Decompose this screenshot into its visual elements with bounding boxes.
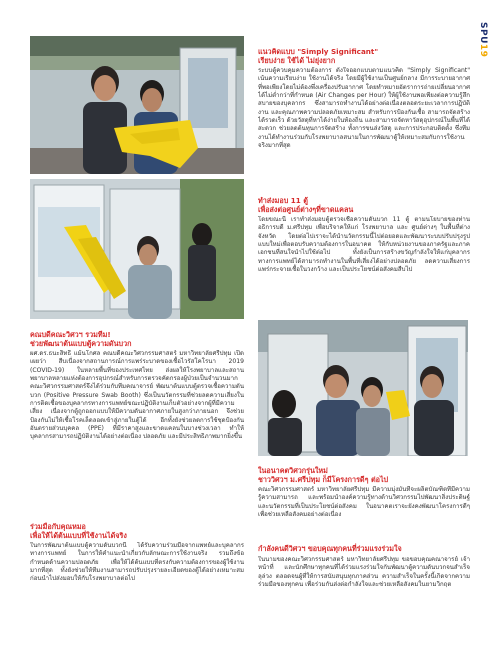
article-6-headline: กำลังคนดีวิศวฯ ขอบคุณทุกคนที่ร่วมแรงร่วมใจ xyxy=(258,544,402,553)
photo-group-visit xyxy=(258,320,468,456)
article-3-body: ผศ.ดร.ธนะสิทธิ์ แม้นโกศล คณบดีคณะวิศวกรรมศาสตร์ มหาวิทยาลัยศรีปทุม เปิดเผยว่า สืบเนื่องจากสถานการณ์การแพร่ระบาดของเชื้อไวรัสโคโรนา 2019 (COVID-19) ในหลายพื้นที่ของประเทศไทย ส่งผลให้โรงพยาบาลและสถานพยาบาลหลายแห่งต้องการอุปกรณ์สำหรับการตรวจคัดกรองผู้ป่วยเป็นจำนวนมาก คณะวิศวกรรมศาสตร์จึงได้ร่วมกับทีมคณาจารย์ พัฒนาต้นแบบตู้ตรวจเชื้อความดันบวก (Positive Pressure Swab Booth) ซึ่งเป็นนวัตกรรมที่ช่วยลดความเสี่ยงในการติดเชื้อของบุคลากรทางการแพทย์ขณะปฏิบัติงานเก็บตัวอย่างจากผู้ที่มีความเสี่ยง เนื่องจากตู้ถูกออกแบบให้มีความดันอากาศภายในสูงกว่าภายนอก จึงช่วยป้องกันไม่ให้เชื้อโรคเล็ดลอดเข้าสู่ภายในตู้ได้ อีกทั้งยังช่วยลดการใช้ชุดป้องกันอันตรายส่วนบุคคล (PPE) ที่มีราคาสูงและขาดแคลนในบางช่วงเวลา ทำให้บุคลากรสามารถปฏิบัติงานได้อย่างต่อเนื่อง ปลอดภัย และมีประสิทธิภาพมากยิ่งขึ้น xyxy=(30,350,244,441)
article-6-body: ในนามของคณะวิศวกรรมศาสตร์ มหาวิทยาลัยศรีปทุม ขอขอบคุณคณาจารย์ เจ้าหน้าที่ และนักศึกษาทุกคนที่ได้ร่วมแรงร่วมใจกันพัฒนาตู้ความดันบวกจนสำเร็จลุล่วง ตลอดจนผู้ที่ให้การสนับสนุนทุกภาคส่วน ความสำเร็จในครั้งนี้เกิดจากความร่วมมือของทุกคน เพื่อร่วมกันส่งต่อกำลังใจและช่วยเหลือสังคมในยามวิกฤต xyxy=(258,556,470,589)
article-5-headline: ในอนาคตวิศวกรุ่นใหม่ ชาววิศวฯ ม.ศรีปทุม ก็มีโครงการดีๆ ต่อไป xyxy=(258,466,389,484)
article-3-headline: คณบดีคณะวิศวฯ รวมทีม! ช่วยพัฒนาต้นแบบตู้ความดันบวก xyxy=(30,330,132,348)
article-4-body: ในการพัฒนาต้นแบบตู้ความดันบวกนี้ ได้รับความร่วมมือจากแพทย์และบุคลากรทางการแพทย์ ในการให้คำแนะนำเกี่ยวกับลักษณะการใช้งานจริง รวมถึงข้อกำหนดด้านความปลอดภัย เพื่อให้ได้ต้นแบบที่ตรงกับความต้องการของผู้ใช้งานมากที่สุด ทั้งยังช่วยให้ทีมงานสามารถปรับปรุงรายละเอียดของตู้ได้อย่างเหมาะสม ก่อนนำไปส่งมอบให้กับโรงพยาบาลต่อไป xyxy=(30,542,244,583)
article-2-body: โดยขณะนี้ เราทำส่งมอบตู้ตรวจเชื้อความดันบวก 11 ตู้ ตามนโยบายของท่านอธิการบดี ม.ศรีปทุม เพื่อบริจาคให้แก่ โรงพยาบาล และ ศูนย์ต่างๆ ในพื้นที่ต่างจังหวัด โดยต่อไปเราจะได้นำนวัตกรรมนี้ไปต่อยอดและพัฒนาระบบปรับปรุงรูปแบบใหม่เพื่อตอบรับความต้องการในอนาคต ให้กับหน่วยงานของภาครัฐและภาคเอกชนที่สนใจนำไปใช้ต่อไป ทั้งยังเป็นการสร้างขวัญกำลังใจให้แก่บุคลากรทางการแพทย์ได้สามารถทำงานในพื้นที่เสี่ยงได้อย่างปลอดภัย ลดความเสี่ยงการแพร่กระจายเชื้อในวงกว้าง และเป็นประโยชน์ต่อสังคมสืบไป xyxy=(258,216,470,274)
photo-handover xyxy=(30,36,244,174)
magazine-tag xyxy=(478,22,488,57)
article-5-body: คณะวิศวกรรมศาสตร์ มหาวิทยาลัยศรีปทุม มีความมุ่งมั่นที่จะผลิตบัณฑิตที่มีความรู้ความสามารถ และพร้อมนำองค์ความรู้ทางด้านวิศวกรรมไปพัฒนาสิ่งประดิษฐ์และนวัตกรรมที่เป็นประโยชน์ต่อสังคม ในอนาคตเราจะยังคงพัฒนาโครงการดีๆ เพื่อช่วยเหลือสังคมอย่างต่อเนื่อง xyxy=(258,486,470,519)
magazine-name: SPU xyxy=(478,22,488,44)
article-4-headline: ร่วมมือกับคุณหมอ เพื่อให้ได้ต้นแบบที่ใช้งานได้จริง xyxy=(30,522,127,540)
photo-booth-gloves xyxy=(30,179,244,319)
article-1-headline: แนวคิดแบบ "Simply Significant" เรียบง่าย ใช้ได้ ไม่ยุ่งยาก xyxy=(258,47,379,65)
page-number: 19 xyxy=(478,43,488,58)
article-1-body: ระบบตู้ควบคุมความต้องการ ตั้งใจออกแบบตามแนวคิด "Simply Significant" เน้นความเรียบง่าย ใช้งานได้จริง โดยมีผู้ใช้งานเป็นศูนย์กลาง มีการระบายอากาศที่พอเพียงโดยไม่ต้องพึ่งเครื่องปรับอากาศ โดยทำหมายอัตราการถ่ายเปลี่ยนอากาศได้ไม่ต่ำกว่าที่กำหนด (Air Changes per Hour) ให้ผู้ใช้งานพอเพียงต่อความรู้สึกสบายของบุคลากร ซึ่งสามารถทำงานได้อย่างต่อเนื่องตลอดระยะเวลาการปฏิบัติงาน และคุณภาพความปลอดภัยเหมาะสม สำหรับการป้องกันเชื้อ สามารถจัดสร้างได้รวดเร็ว ด้วยวัสดุที่หาได้ง่ายในท้องถิ่น และสามารถจัดหาวัสดุอุปกรณ์ในพื้นที่ได้สะดวก ช่วยลดต้นทุนการจัดสร้าง ทั้งการขนส่งวัสดุ และการประกอบติดตั้ง ซึ่งทีมงานได้ทำงานร่วมกับโรงพยาบาลสนามในการพัฒนาตู้ให้เหมาะสมกับการใช้งานจริงมากที่สุด xyxy=(258,67,470,150)
article-2-headline: ทำส่งมอบ 11 ตู้ เพื่อส่งต่อศูนย์ต่างๆที่ขาดแคลน xyxy=(258,196,354,214)
